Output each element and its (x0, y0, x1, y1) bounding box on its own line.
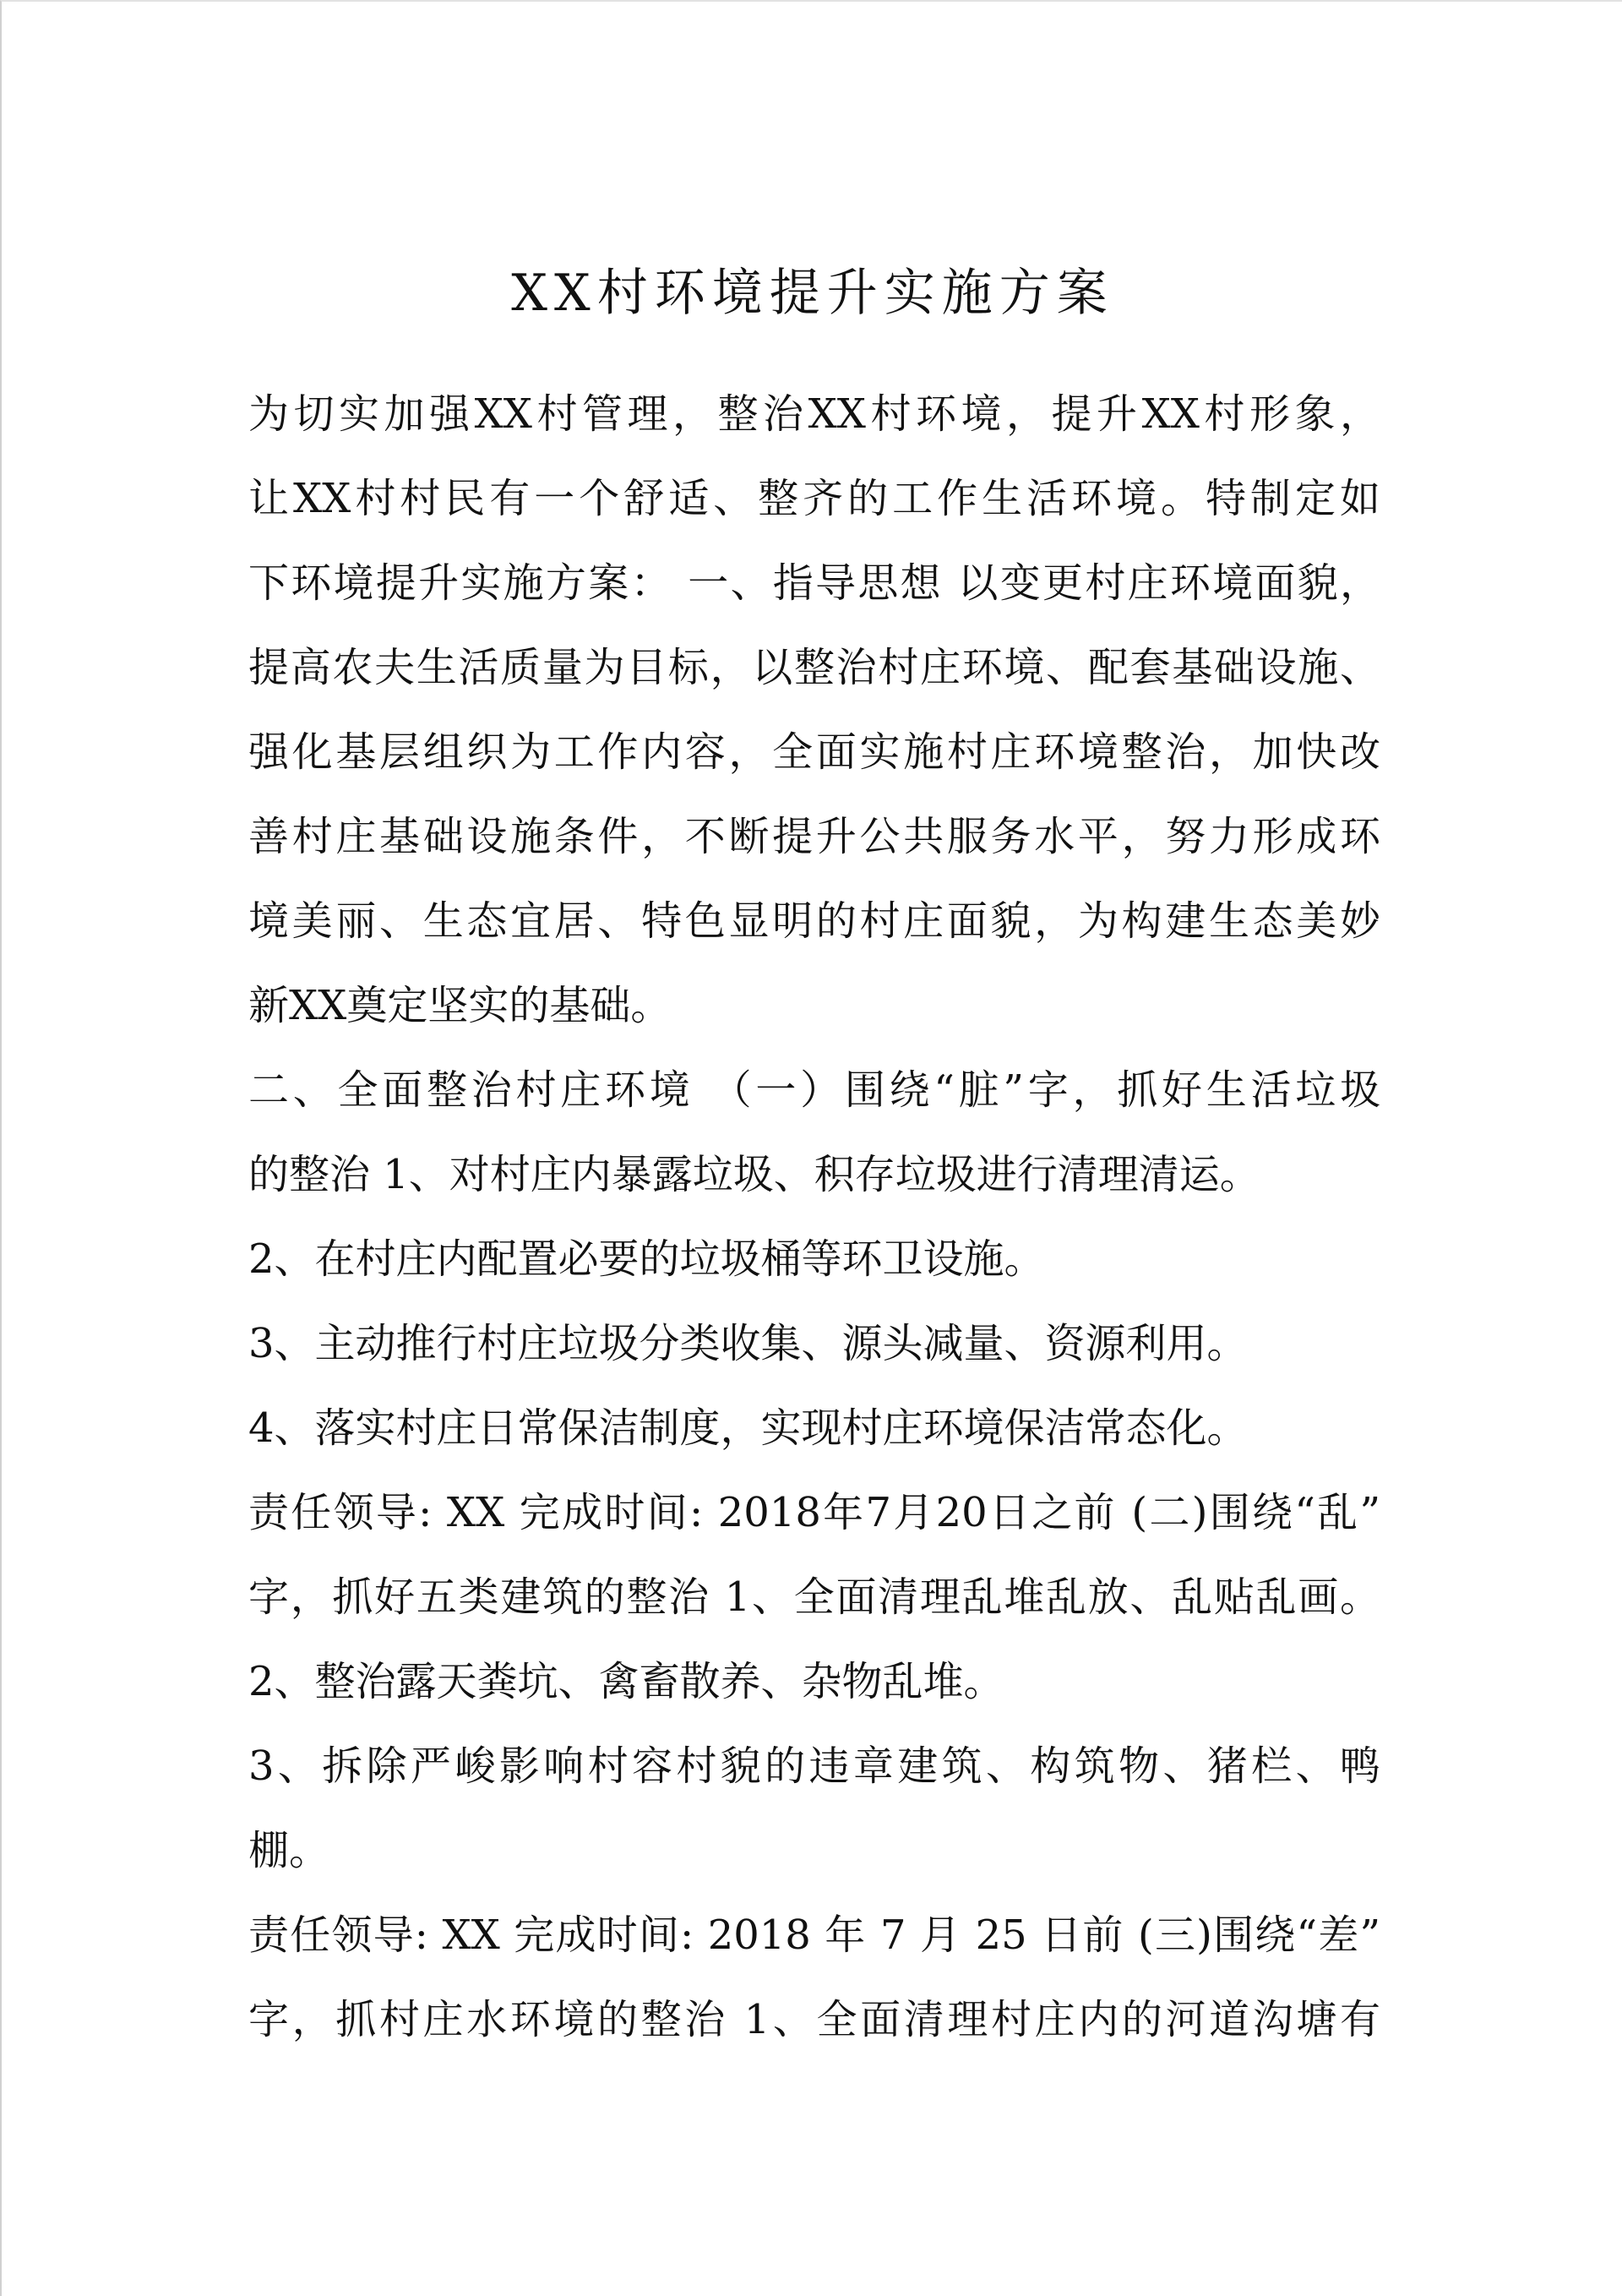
body-line: 新XX奠定坚实的基础。 (248, 982, 672, 1029)
body-line: 字，抓好五类建筑的整治 1、全面清理乱堆乱放、乱贴乱画。 (248, 1573, 1380, 1621)
body-line: 境美丽、生态宜居、特色显明的村庄面貌，为构建生态美妙 (248, 897, 1380, 945)
body-line: 强化基层组织为工作内容，全面实施村庄环境整治，加快改 (248, 728, 1380, 776)
body-line: 2、整治露天粪坑、禽畜散养、杂物乱堆。 (248, 1658, 1004, 1705)
body-line: 3、主动推行村庄垃圾分类收集、源头减量、资源利用。 (248, 1320, 1248, 1367)
body-line: 二、全面整治村庄环境 （一）围绕“脏”字，抓好生活垃圾 (248, 1066, 1380, 1114)
body-line: 4、落实村庄日常保洁制度，实现村庄环境保洁常态化。 (248, 1404, 1248, 1452)
body-line: 2、在村庄内配置必要的垃圾桶等环卫设施。 (248, 1235, 1045, 1283)
body-line: 为切实加强XX村管理，整治XX村环境，提升XX村形象， (248, 390, 1380, 438)
body-line: 的整治 1、对村庄内暴露垃圾、积存垃圾进行清理清运。 (248, 1151, 1260, 1198)
body-line: 让XX村村民有一个舒适、整齐的工作生活环境。特制定如 (248, 475, 1380, 522)
body-line: 提高农夫生活质量为目标，以整治村庄环境、配套基础设施、 (248, 644, 1380, 691)
body-line: 3、拆除严峻影响村容村貌的违章建筑、构筑物、猪栏、鸭 (248, 1742, 1380, 1790)
body-line: 下环境提升实施方案： 一、指导思想 以变更村庄环境面貌， (248, 559, 1380, 607)
body-line: 棚。 (248, 1827, 330, 1874)
document-title: XX村环境提升实施方案 (511, 264, 1114, 323)
body-line: 责任领导: XX 完成时间: 2018 年 7 月 25 日前 (三)围绕“差” (248, 1912, 1380, 1959)
body-line: 善村庄基础设施条件，不断提升公共服务水平，努力形成环 (248, 813, 1380, 860)
body-line: 责任领导: XX 完成时间: 2018年7月20日之前 (二)围绕“乱” (248, 1489, 1380, 1536)
body-line: 字，抓村庄水环境的整治 1、全面清理村庄内的河道沟塘有 (248, 1996, 1380, 2043)
